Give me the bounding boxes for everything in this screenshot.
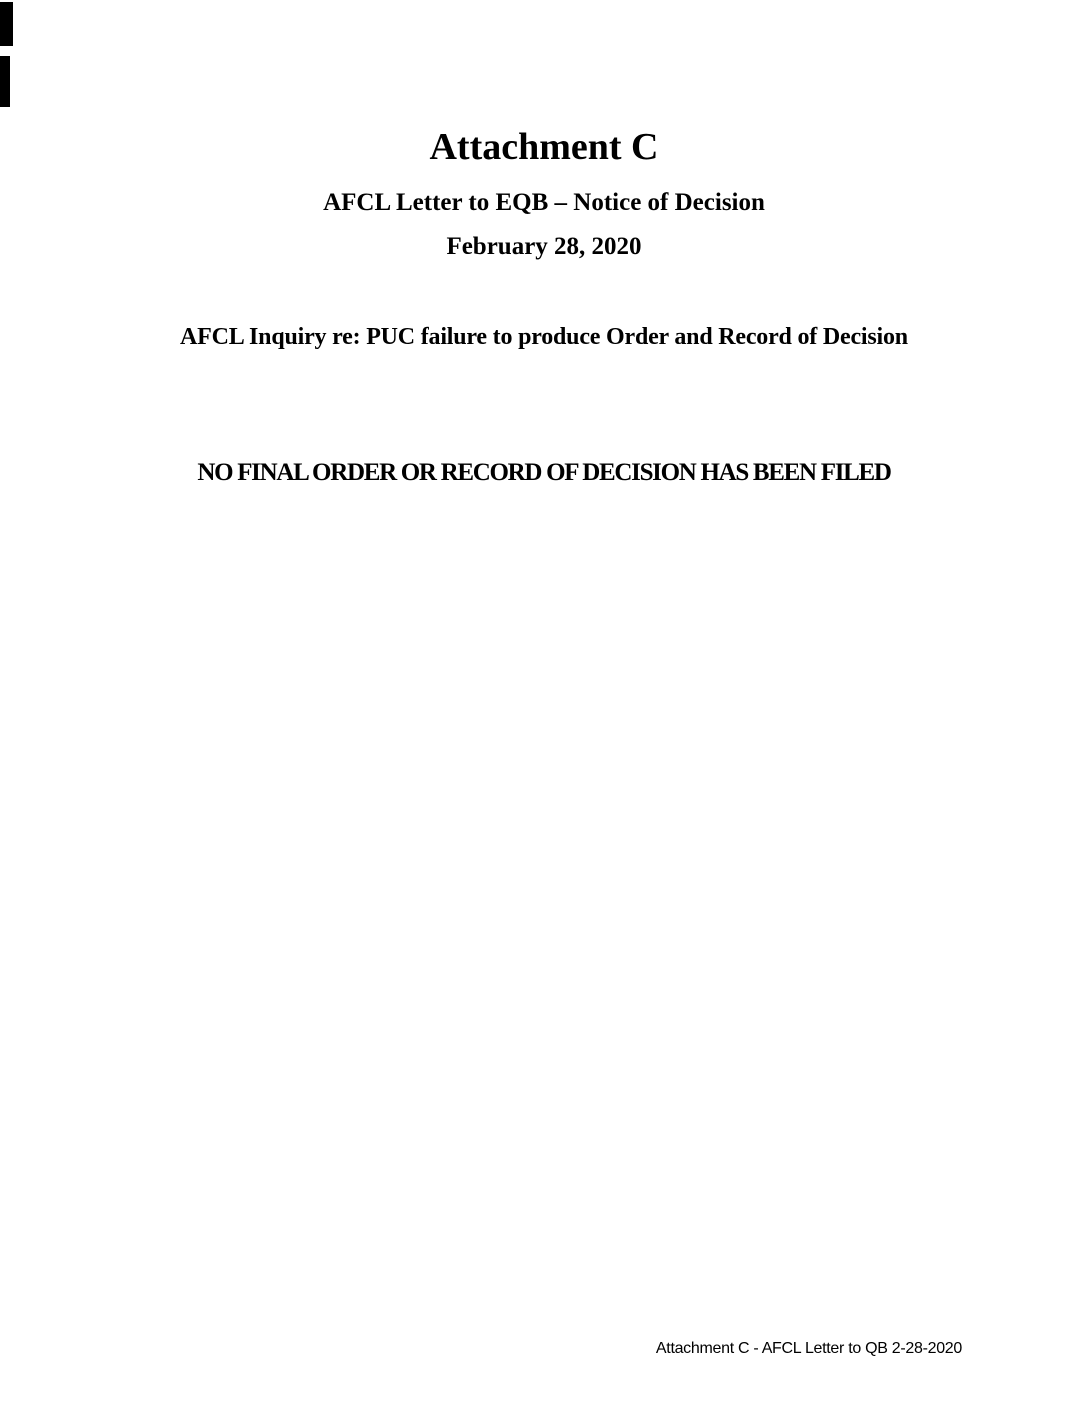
attachment-subtitle: AFCL Letter to EQB – Notice of Decision: [323, 189, 765, 216]
footer-caption: Attachment C - AFCL Letter to QB 2-28-2020: [655, 1340, 962, 1357]
attachment-title: Attachment C: [429, 126, 659, 168]
attachment-date: February 28, 2020: [446, 233, 642, 260]
scan-artifact-bottom: [0, 56, 10, 107]
status-line: NO FINAL ORDER OR RECORD OF DECISION HAS BEEN FILED: [197, 459, 891, 486]
scan-artifact-top: [0, 2, 13, 46]
inquiry-line: AFCL Inquiry re: PUC failure to produce Order and Record of Decision: [180, 324, 908, 350]
